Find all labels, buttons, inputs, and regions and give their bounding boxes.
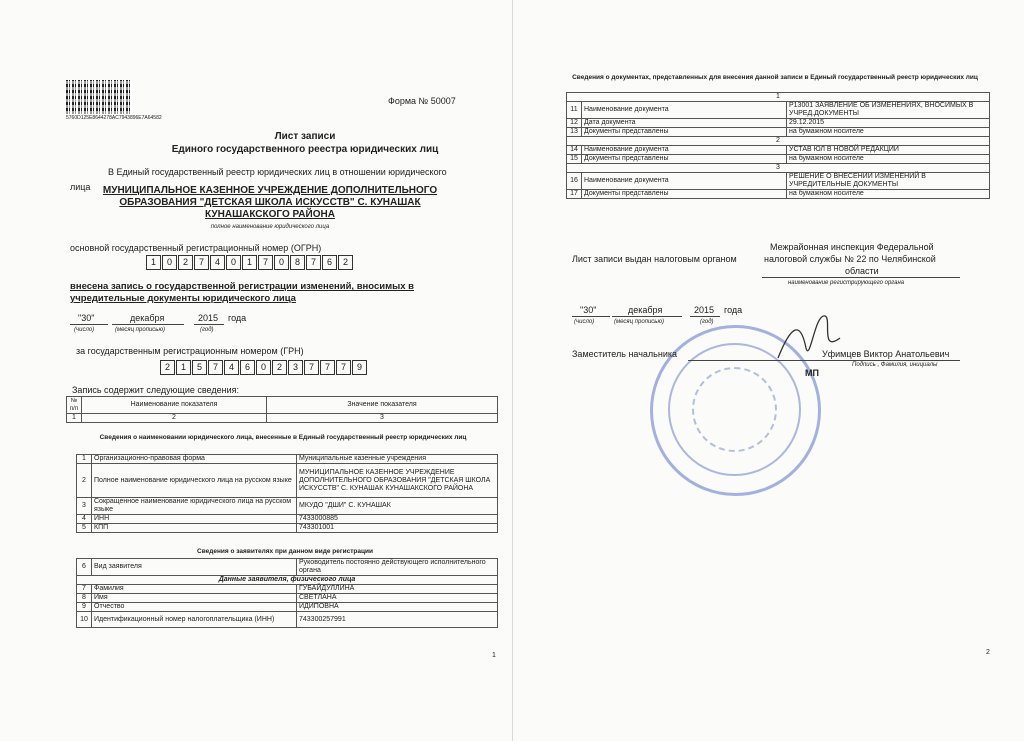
digit-box: 7 [258, 255, 273, 270]
digit-box: 0 [162, 255, 177, 270]
ogrn-digits [146, 255, 354, 270]
date-year-word: года [228, 313, 247, 323]
org-name: МУНИЦИПАЛЬНОЕ КАЗЕННОЕ УЧРЕЖДЕНИЕ ДОПОЛНИТЕЛЬНОГО ОБРАЗОВАНИЯ "ДЕТСКАЯ ШКОЛА ИСКУССТВ" С. КУНАШАК КУНАШАКСКОГО РАЙОНА [102, 185, 438, 220]
table-row: 13 Документы представлены на бумажном носителе [567, 128, 990, 137]
signature [770, 308, 850, 368]
page-number: 1 [492, 652, 496, 659]
table-row: Данные заявителя, физического лица [77, 576, 498, 585]
digit-box: 0 [256, 360, 271, 375]
group-header-row: 2 [567, 137, 990, 146]
date-year: 2015 [198, 313, 219, 323]
table-row: 15 Документы представлены на бумажном носителе [567, 155, 990, 164]
barcode-number: 5760D125E8644278AC7943896E7A64582 [66, 115, 162, 121]
mp-label: МП [805, 368, 819, 378]
cap-day: (число) [74, 327, 95, 333]
right-cap-year: (год) [700, 319, 714, 325]
issuer-line-2: налоговой службы № 22 по Челябинской [764, 254, 936, 264]
signer-role: Заместитель начальника [572, 349, 678, 359]
digit-box: 7 [208, 360, 223, 375]
section-1-table [76, 454, 498, 533]
intro-text-2: лица [70, 182, 91, 192]
ogrn-label: основной государственный регистрационный номер (ОГРН) [70, 243, 322, 253]
digit-box: 0 [226, 255, 241, 270]
table-row: 10 Идентификационный номер налогоплательщика (ИНН) 743300257991 [77, 612, 498, 628]
cap-year: (год) [200, 327, 214, 333]
digit-box: 7 [194, 255, 209, 270]
group-header-row: 3 [567, 164, 990, 173]
digit-box: 0 [274, 255, 289, 270]
table-row: 4 ИНН 7433000885 [77, 515, 498, 524]
issuer-line-1: Межрайонная инспекция Федеральной [770, 242, 934, 252]
digit-box: 7 [336, 360, 351, 375]
digit-box: 1 [176, 360, 191, 375]
grn-digits [160, 360, 368, 375]
contains-label: Запись содержит следующие сведения: [72, 385, 239, 395]
org-caption: полное наименование юридического лица [210, 224, 330, 230]
signer-caption: Подпись , Фамилия, инициалы [852, 362, 938, 368]
table-row: 14 Наименование документа УСТАВ ЮЛ В НОВОЙ РЕДАКЦИИ [567, 146, 990, 155]
digit-box: 2 [160, 360, 175, 375]
docs-table [566, 92, 990, 199]
digit-box: 2 [178, 255, 193, 270]
group-header-row: 1 [567, 93, 990, 102]
digit-box: 6 [322, 255, 337, 270]
cap-month: (месяц прописью) [115, 327, 165, 333]
entry-text: внесена запись о государственной регистрации изменений, вносимых в учредительные документы юридического лица [70, 281, 414, 304]
table-row: 7 Фамилия ГУБАЙДУЛЛИНА [77, 585, 498, 594]
table-row: 3 Сокращенное наименование юридического лица на русском языке МКУДО "ДШИ" С. КУНАШАК [77, 498, 498, 515]
grn-label: за государственным регистрационным номером (ГРН) [76, 346, 304, 356]
title-1: Лист записи [274, 131, 336, 142]
digit-box: 1 [146, 255, 161, 270]
digit-box: 3 [288, 360, 303, 375]
table-row: 16 Наименование документа РЕШЕНИЕ О ВНЕСЕНИИ ИЗМЕНЕНИЙ В УЧРЕДИТЕЛЬНЫЕ ДОКУМЕНТЫ [567, 173, 990, 190]
page-number-2: 2 [986, 649, 990, 656]
digit-box: 2 [338, 255, 353, 270]
docs-title: Сведения о документах, представленных для внесения данной записи в Единый государственный реестр юридических лиц [572, 74, 978, 81]
digit-box: 7 [306, 255, 321, 270]
digit-box: 2 [272, 360, 287, 375]
section-2-title: Сведения о заявителях при данном виде регистрации [197, 548, 373, 555]
right-date-year: 2015 [694, 305, 715, 315]
signer-name: Уфимцев Виктор Анатольевич [822, 349, 950, 359]
digit-box: 1 [242, 255, 257, 270]
official-stamp-emblem [692, 367, 777, 452]
right-date-month: декабря [628, 305, 663, 315]
right-date-day: "30" [580, 305, 597, 315]
form-label: Форма № 50007 [388, 96, 456, 106]
digit-box: 4 [210, 255, 225, 270]
table-row: 1 Организационно-правовая форма Муниципальные казенные учреждения [77, 455, 498, 464]
issuer-caption: наименование регистрирующего органа [788, 280, 905, 286]
table-row: 5 КПП 743301001 [77, 524, 498, 533]
date-day: "30" [78, 313, 95, 323]
digit-box: 8 [290, 255, 305, 270]
table-row: 2 Полное наименование юридического лица на русском языке МУНИЦИПАЛЬНОЕ КАЗЕННОЕ УЧРЕЖДЕНИЕ ДОПОЛНИТЕЛЬНОГО ОБРАЗОВАНИЯ "ДЕТСКАЯ ШКОЛА ИСКУССТВ" С. КУНАШАК КУНАШАКСКОГО РАЙОНА [77, 464, 498, 498]
right-date-year-word: года [724, 305, 743, 315]
date-month: декабря [130, 313, 165, 323]
table-row: 12 Дата документа 29.12.2015 [567, 119, 990, 128]
table-row: 9 Отчество ИДИПОВНА [77, 603, 498, 612]
issuer-line-3: области [845, 266, 879, 276]
digit-box: 7 [304, 360, 319, 375]
digit-box: 6 [240, 360, 255, 375]
section-2-table [76, 558, 498, 628]
table-row: 11 Наименование документа Р13001 ЗАЯВЛЕНИЕ ОБ ИЗМЕНЕНИЯХ, ВНОСИМЫХ В УЧРЕД.ДОКУМЕНТЫ [567, 102, 990, 119]
header-table: № п/п Наименование показателя Значение показателя 1 2 3 [66, 396, 498, 423]
table-row: 17 Документы представлены на бумажном носителе [567, 190, 990, 199]
table-row: 6 Вид заявителя Руководитель постоянно действующего исполнительного органа [77, 559, 498, 576]
digit-box: 9 [352, 360, 367, 375]
issuer-prefix: Лист записи выдан налоговым органом [572, 254, 737, 264]
right-cap-month: (месяц прописью) [614, 319, 664, 325]
intro-text: В Единый государственный реестр юридических лиц в отношении юридического [108, 167, 447, 177]
title-2: Единого государственного реестра юридических лиц [171, 144, 439, 155]
digit-box: 7 [320, 360, 335, 375]
table-row: 8 Имя СВЕТЛАНА [77, 594, 498, 603]
digit-box: 5 [192, 360, 207, 375]
barcode [66, 80, 132, 114]
right-cap-day: (число) [574, 319, 595, 325]
section-1-title: Сведения о наименовании юридического лица, внесенные в Единый государственный реестр юридических лиц [99, 434, 467, 441]
digit-box: 4 [224, 360, 239, 375]
